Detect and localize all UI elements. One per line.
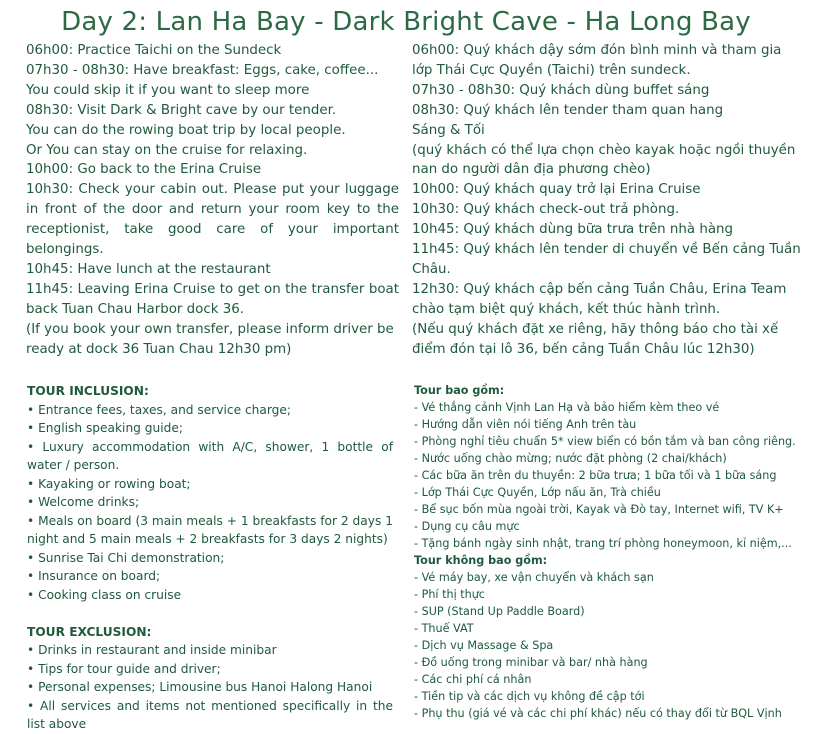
schedule-line: 10h30: Check your cabin out. Please put your luggage in front of the door and return your room key to the receptionist, take good care of your important belongings. — [26, 182, 399, 258]
inclusion-item: - Hướng dẫn viên nói tiếng Anh trên tàu — [414, 418, 637, 431]
exclusion-item: • All services and items not mentioned specifically in the list above — [27, 698, 393, 731]
schedule-line: 11h45: Leaving Erina Cruise to get on the transfer boat back Tuan Chau Harbor dock 36. — [26, 281, 399, 317]
inclusion-item: - Bể sục bốn mùa ngoài trời, Kayak và Đò tay, Internet wifi, TV K+ — [414, 503, 784, 516]
page-title: Day 2: Lan Ha Bay - Dark Bright Cave - Ha Long Bay — [61, 7, 751, 37]
inclusion-item: • Insurance on board; — [27, 569, 161, 583]
schedule-line: 08h30: Visit Dark & Bright cave by our tender. — [26, 102, 337, 118]
inclusion-item: • Cooking class on cruise — [27, 587, 182, 602]
tour-inclusion-heading: TOUR INCLUSION: — [27, 384, 149, 398]
inclusion-item: • Meals on board (3 main meals + 1 breakfasts for 2 days 1 night and 5 main meals + 2 breakfasts for 3 days 2 nights) — [27, 513, 393, 546]
inclusion-item: • Sunrise Tai Chi demonstration; — [27, 550, 225, 565]
inclusion-item: - Nước uống chào mừng; nước đặt phòng (2 chai/khách) — [414, 452, 727, 465]
inclusions-vietnamese — [414, 382, 814, 722]
tour-exclusion-list — [27, 641, 393, 734]
schedule-vietnamese — [412, 41, 804, 360]
inclusion-item: • Welcome drinks; — [27, 495, 140, 509]
tour-inclusion-list — [27, 401, 393, 605]
inclusion-item: • Kayaking or rowing boat; — [27, 476, 191, 491]
inclusion-item: • Luxury accommodation with A/C, shower, 1 bottle of water / person. — [27, 439, 393, 472]
tour-khong-bao-gom-heading: Tour không bao gồm: — [414, 554, 548, 567]
inclusions-english — [27, 382, 393, 734]
schedule-line: You can do the rowing boat trip by local people. — [26, 122, 346, 138]
inclusion-item: • English speaking guide; — [27, 421, 183, 435]
exclusion-item: - Dịch vụ Massage & Spa — [414, 639, 554, 652]
schedule-line: 10h45: Quý khách dùng bữa trưa trên nhà hàng — [412, 222, 734, 238]
inclusion-item: • Entrance fees, taxes, and service charge; — [27, 402, 291, 417]
tour-bao-gom-list — [414, 399, 814, 552]
schedule-line: 11h45: Quý khách lên tender di chuyển về Bến cảng Tuần Châu. — [412, 242, 801, 277]
schedule-line: 10h00: Go back to the Erina Cruise — [26, 162, 262, 178]
schedule-line: Sáng & Tối — [412, 122, 485, 138]
tour-exclusion-heading: TOUR EXCLUSION: — [27, 624, 152, 639]
exclusion-item: - SUP (Stand Up Paddle Board) — [414, 605, 585, 618]
schedule-line: 06h00: Quý khách dậy sớm đón bình minh và tham gia lớp Thái Cực Quyền (Taichi) trên sundeck. — [412, 43, 782, 78]
schedule-line: 06h00: Practice Taichi on the Sundeck — [26, 43, 282, 58]
schedule-english — [26, 41, 399, 360]
inclusion-item: - Dụng cụ câu mực — [414, 520, 520, 533]
schedule-line: (Nếu quý khách đặt xe riêng, hãy thông báo cho tài xế điểm đón tại lô 36, bến cảng Tuần Châu lúc 12h30) — [412, 321, 779, 357]
exclusion-item: • Personal expenses; Limousine bus Hanoi Halong Hanoi — [27, 680, 373, 694]
inclusion-item: - Vé thắng cảnh Vịnh Lan Hạ và bảo hiểm kèm theo vé — [414, 401, 720, 414]
exclusion-item: - Vé máy bay, xe vận chuyển và khách sạn — [414, 571, 654, 584]
exclusion-item: • Drinks in restaurant and inside minibar — [27, 643, 277, 657]
schedule-line: 12h30: Quý khách cập bến cảng Tuần Châu, Erina Team chào tạm biệt quý khách, kết thúc hành trình. — [412, 281, 787, 317]
tour-khong-bao-gom-list — [414, 569, 814, 722]
exclusion-item: - Đồ uống trong minibar và bar/ nhà hàng — [414, 656, 648, 669]
exclusion-item: - Các chi phí cá nhân — [414, 673, 532, 686]
exclusion-item: - Thuế VAT — [414, 622, 474, 635]
tour-bao-gom-heading: Tour bao gồm: — [414, 384, 505, 397]
exclusion-item: - Tiền tip và các dịch vụ không đề cập tới — [414, 690, 645, 703]
schedule-line: 07h30 - 08h30: Quý khách dùng buffet sáng — [412, 82, 710, 98]
schedule-line: (If you book your own transfer, please inform driver be ready at dock 36 Tuan Chau 12h30 pm) — [26, 321, 394, 357]
schedule-line: 10h30: Quý khách check-out trả phòng. — [412, 202, 680, 218]
exclusion-item: • Tips for tour guide and driver; — [27, 661, 221, 676]
inclusion-item: - Phòng nghỉ tiêu chuẩn 5* view biển có bồn tắm và ban công riêng. — [414, 435, 796, 448]
exclusion-item: - Phí thị thực — [414, 588, 485, 601]
inclusion-item: - Tặng bánh ngày sinh nhật, trang trí phòng honeymoon, kỉ niệm,... — [414, 537, 792, 550]
schedule-line: Or You can stay on the cruise for relaxing. — [26, 142, 308, 158]
inclusion-item: - Lớp Thái Cực Quyền, Lớp nấu ăn, Trà chiều — [414, 486, 661, 499]
schedule-line: 10h00: Quý khách quay trở lại Erina Cruise — [412, 182, 701, 198]
schedule-line: 07h30 - 08h30: Have breakfast: Eggs, cake, coffee... You could skip it if you want to sleep more — [26, 62, 379, 98]
schedule-line: (quý khách có thể lựa chọn chèo kayak hoặc ngồi thuyền nan do người dân địa phương chèo) — [412, 142, 796, 178]
inclusion-item: - Các bữa ăn trên du thuyền: 2 bữa trưa; 1 bữa tối và 1 bữa sáng — [414, 469, 777, 482]
exclusion-item: - Phụ thu (giá vé và các chi phí khác) nếu có thay đổi từ BQL Vịnh — [414, 707, 782, 720]
schedule-line: 10h45: Have lunch at the restaurant — [26, 261, 271, 277]
schedule-line: 08h30: Quý khách lên tender tham quan hang — [412, 102, 724, 118]
